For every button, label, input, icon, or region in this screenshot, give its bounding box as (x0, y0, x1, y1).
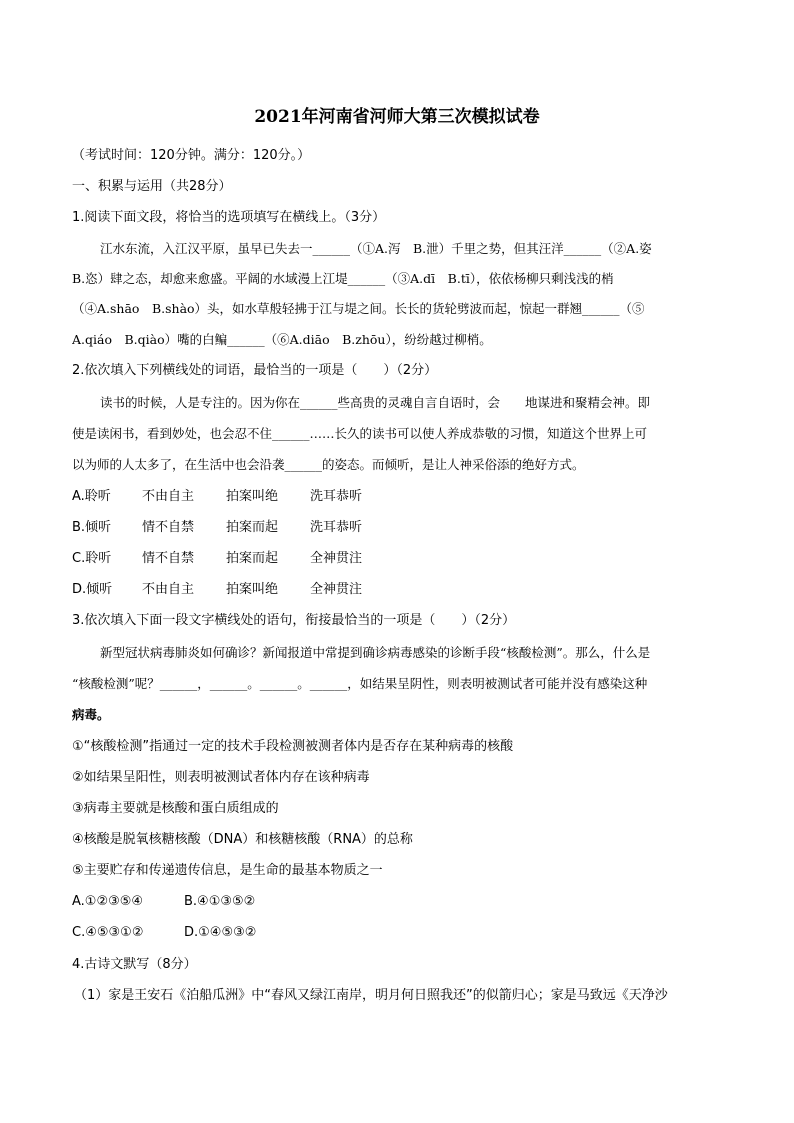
q1-passage-line: A.qiáo B.qiào）嘴的白鳊______（⑥A.diāo B.zhōu），纷纷越过柳梢。 (72, 332, 492, 347)
option-word: 情不自禁 (142, 520, 195, 535)
option-label: D.①④⑤③② (184, 925, 257, 940)
option-word: 全神贯注 (310, 551, 363, 566)
option-label: C.聆听 (72, 551, 112, 566)
exam-info: （考试时间：120分钟。满分：120分。） (72, 148, 311, 163)
q3-sentence: ③病毒主要就是核酸和蛋白质组成的 (72, 801, 279, 816)
q2-option-row (72, 487, 400, 507)
q3-option-row (72, 892, 296, 912)
q3-option-row (72, 923, 296, 943)
q2-stem: 2.依次填入下列横线处的词语，最恰当的一项是（ ）（2分） (72, 363, 438, 378)
q3-sentence: ⑤主要贮存和传递遗传信息，是生命的最基本物质之一 (72, 863, 383, 878)
q2-option-row (72, 518, 400, 538)
q3-stem: 3.依次填入下面一段文字横线处的语句，衔接最恰当的一项是（ ）（2分） (72, 613, 516, 628)
section-heading: 一、积累与运用（共28分） (72, 179, 232, 194)
option-word: 洗耳恭听 (310, 489, 363, 504)
option-label: B.倾听 (72, 520, 112, 535)
option-word: 不由自主 (142, 489, 195, 504)
q2-passage-line: 读书的时候，人是专注的。因为你在______些高贵的灵魂自言自语时，会 地谋进和聚精会神。即 (100, 395, 651, 410)
q1-stem: 1.阅读下面文段，将恰当的选项填写在横线上。（3分） (72, 210, 386, 225)
option-word: 拍案而起 (226, 551, 279, 566)
option-label: A.①②③⑤④ (72, 894, 144, 909)
q1-passage-line: B.恣）肆之态，却愈来愈盛。平阔的水域漫上江堤______（③A.dī B.tī），依依杨柳只剩浅浅的梢 (72, 271, 614, 286)
q2-passage-line: 以为师的人太多了，在生活中也会沿袭______的姿态。而倾听，是让人神采俗添的绝好方式。 (72, 457, 585, 472)
q1-passage-line: （④A.shāo B.shào）头，如水草般轻拂于江与堤之间。长长的货轮劈波而起，惊起一群翘______（⑤ (72, 301, 645, 316)
option-word: 洗耳恭听 (310, 520, 363, 535)
q3-passage-line: 病毒。 (72, 707, 110, 722)
q1-passage-line: 江水东流，入江汉平原，虽早已失去一______（①A.泻 B.泄）千里之势，但其汪洋______（②A.姿 (100, 241, 652, 256)
option-word: 拍案而起 (226, 520, 279, 535)
q4-line: （1）家是王安石《泊船瓜洲》中“春风又绿江南岸，明月何日照我还”的似箭归心；家是马致远《天净沙 (74, 988, 668, 1003)
q2-option-row (72, 580, 400, 600)
option-label: D.倾听 (72, 582, 113, 597)
option-word: 全神贯注 (310, 582, 363, 597)
q2-passage-line: 使是读闲书，看到妙处，也会忍不住______……长久的读书可以使人养成恭敬的习惯，知道这个世界上可 (72, 426, 648, 441)
option-word: 拍案叫绝 (226, 582, 279, 597)
q2-option-row (72, 549, 400, 569)
option-word: 情不自禁 (142, 551, 195, 566)
q3-sentence: ②如结果呈阳性，则表明被测试者体内存在该种病毒 (72, 770, 370, 785)
q3-passage-line: “核酸检测”呢？______，______。______。______，如结果呈阴性，则表明被测试者可能并没有感染这种 (72, 676, 648, 691)
option-label: A.聆听 (72, 489, 111, 504)
q3-sentence: ①“核酸检测”指通过一定的技术手段检测被测者体内是否存在某种病毒的核酸 (72, 739, 514, 754)
q3-sentence: ④核酸是脱氧核糖核酸（DNA）和核糖核酸（RNA）的总称 (72, 832, 413, 847)
option-word: 拍案叫绝 (226, 489, 279, 504)
q4-stem: 4.古诗文默写（8分） (72, 957, 197, 972)
exam-title: 2021年河南省河师大第三次模拟试卷 (254, 107, 540, 127)
option-label: C.④⑤③①② (72, 925, 144, 940)
q3-passage-line: 新型冠状病毒肺炎如何确诊？新闻报道中常提到确诊病毒感染的诊断手段“核酸检测”。那么，什么是 (100, 645, 651, 660)
option-label: B.④①③⑤② (184, 894, 256, 909)
option-word: 不由自主 (142, 582, 195, 597)
